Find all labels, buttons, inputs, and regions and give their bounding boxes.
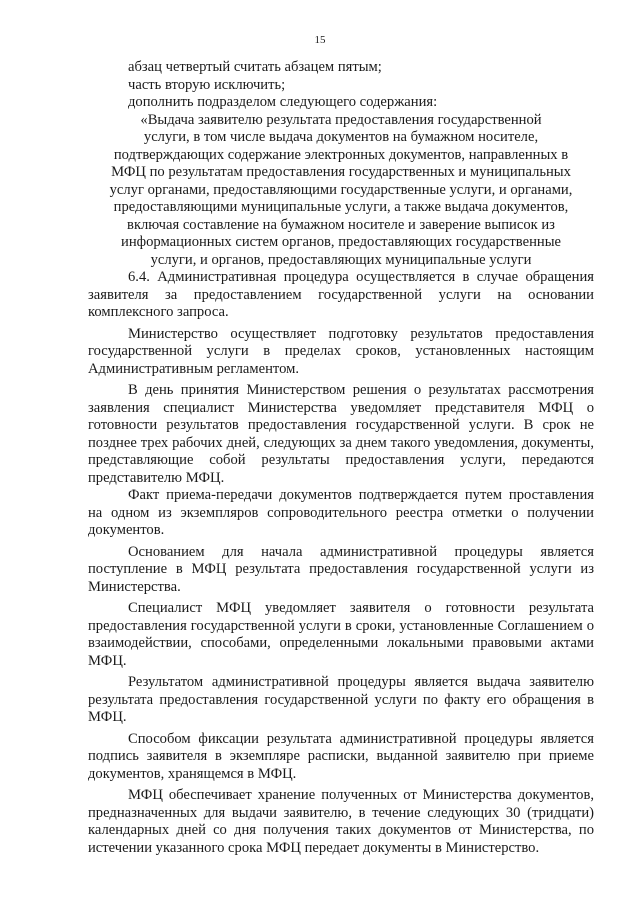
intro-line-3: дополнить подразделом следующего содержания:: [128, 94, 438, 110]
paragraph-procedure-basis: Основанием для начала административной процедуры является поступление в МФЦ результата предоставления государственной услуги из Министерства.: [88, 543, 594, 595]
paragraph-notification-transfer: В день принятия Министерством решения о результатах рассмотрения заявления специалист Министерства уведомляет представителя МФЦ о готовности результатов предоставления государственной услуги. В срок не позднее трех рабочих дней, следующих за днем такого уведомления, документы, представляющие собой результаты предоставления услуги, передаются представителю МФЦ.: [88, 382, 594, 486]
quote-line-2: услуги, в том числе выдача документов на бумажном носителе,: [143, 129, 539, 145]
quote-line-3: подтверждающих содержание электронных документов, направленных в: [113, 146, 569, 163]
paragraph-acceptance-fact: Факт приема-передачи документов подтверждается путем проставления на одном из экземпляров сопроводительного реестра отметки о получении документов.: [88, 487, 594, 538]
quote-line-9: услуги, и органов, предоставляющих муниципальные услуги: [150, 251, 532, 268]
paragraph-ministry-preparation: Министерство осуществляет подготовку результатов предоставления государственной услуги в пределах сроков, установленных настоящим Административным регламентом.: [88, 325, 594, 377]
quote-line-7: включая составление на бумажном носителе и заверение выписок из: [127, 216, 555, 233]
intro-line-1: абзац четвертый считать абзацем пятым;: [128, 59, 382, 75]
quote-line-6: предоставляющими муниципальные услуги, а также выдача документов,: [113, 199, 569, 215]
document-body: [88, 59, 594, 857]
paragraph-6-4: 6.4. Административная процедура осуществляется в случае обращения заявителя за предоставлением государственной услуги на основании комплексного запроса.: [88, 269, 594, 320]
subsection-heading-quote: [88, 112, 594, 270]
quote-line-1: «Выдача заявителю результата предоставления государственной: [140, 111, 542, 128]
paragraph-fixation-method: Способом фиксации результата административной процедуры является подпись заявителя в экземпляре расписки, выданной заявителю при приеме документов, хранящемся в МФЦ.: [88, 730, 594, 782]
quote-line-5: услуг органами, предоставляющими государственные услуги, и органами,: [109, 181, 573, 198]
intro-line-2: часть вторую исключить;: [128, 76, 286, 93]
page-number: 15: [314, 34, 326, 46]
paragraph-procedure-result: Результатом административной процедуры является выдача заявителю результата предоставления государственной услуги по факту его обращения в МФЦ.: [88, 674, 594, 725]
paragraph-document-storage: МФЦ обеспечивает хранение полученных от Министерства документов, предназначенных для выдачи заявителю, в течение следующих 30 (тридцати) календарных дней со дня получения таких документов от Министерства, по истечении указанного срока МФЦ передает документы в Министерство.: [88, 787, 594, 856]
paragraph-mfc-notifies: Специалист МФЦ уведомляет заявителя о готовности результата предоставления государственной услуги в сроки, установленные Соглашением о взаимодействии, способами, определенными локальными правовыми актами МФЦ.: [88, 600, 594, 669]
quote-line-8: информационных систем органов, предоставляющих государственные: [121, 234, 561, 250]
quote-line-4: МФЦ по результатам предоставления государственных и муниципальных: [111, 164, 571, 180]
